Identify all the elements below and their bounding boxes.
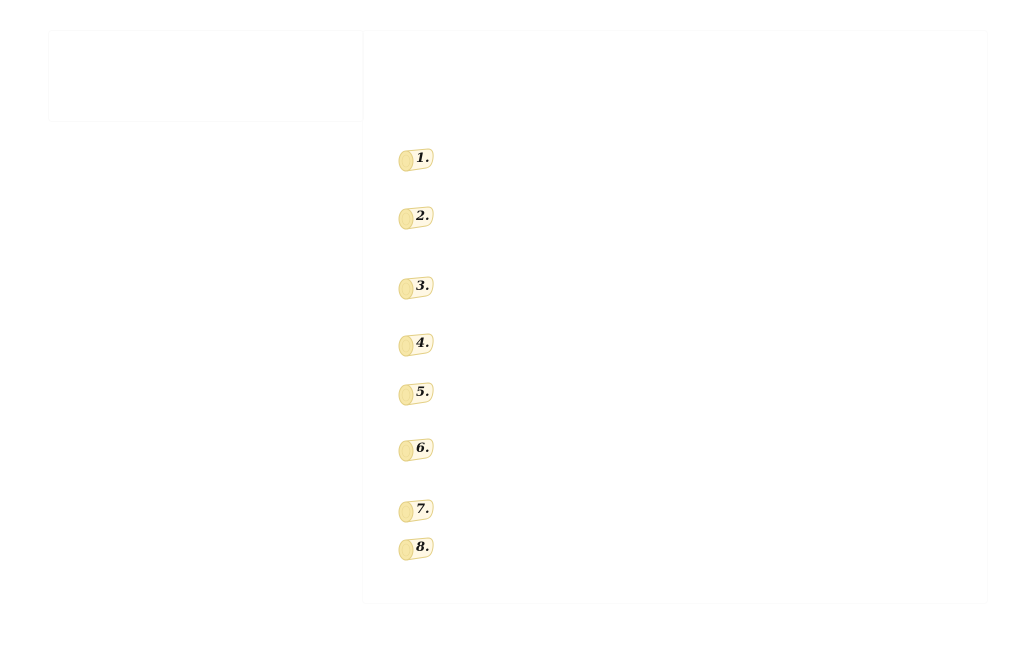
- badge-icon: [396, 436, 436, 466]
- step-number: 1.: [416, 151, 430, 166]
- step-text: [442, 151, 942, 171]
- side-panel: [48, 30, 364, 122]
- step-7: [396, 497, 436, 527]
- badge-icon: [396, 204, 436, 234]
- step-number: 5.: [416, 385, 430, 400]
- badge-icon: [396, 380, 436, 410]
- step-1: [396, 146, 436, 176]
- step-4: [396, 331, 436, 361]
- step-2: [396, 204, 436, 234]
- badge-icon: [396, 274, 436, 304]
- step-6: [396, 436, 436, 466]
- step-number: 6.: [416, 441, 430, 456]
- step-list: [396, 0, 956, 651]
- step-number: 4.: [416, 336, 430, 351]
- badge-icon: [396, 535, 436, 565]
- badge-icon: [396, 146, 436, 176]
- badge-icon: [396, 497, 436, 527]
- step-8: [396, 535, 436, 565]
- step-number: 7.: [416, 502, 430, 517]
- badge-icon: [396, 331, 436, 361]
- step-number: 2.: [416, 209, 430, 224]
- step-number: 3.: [416, 279, 430, 294]
- step-number: 8.: [416, 540, 430, 555]
- step-3: [396, 274, 436, 304]
- step-5: [396, 380, 436, 410]
